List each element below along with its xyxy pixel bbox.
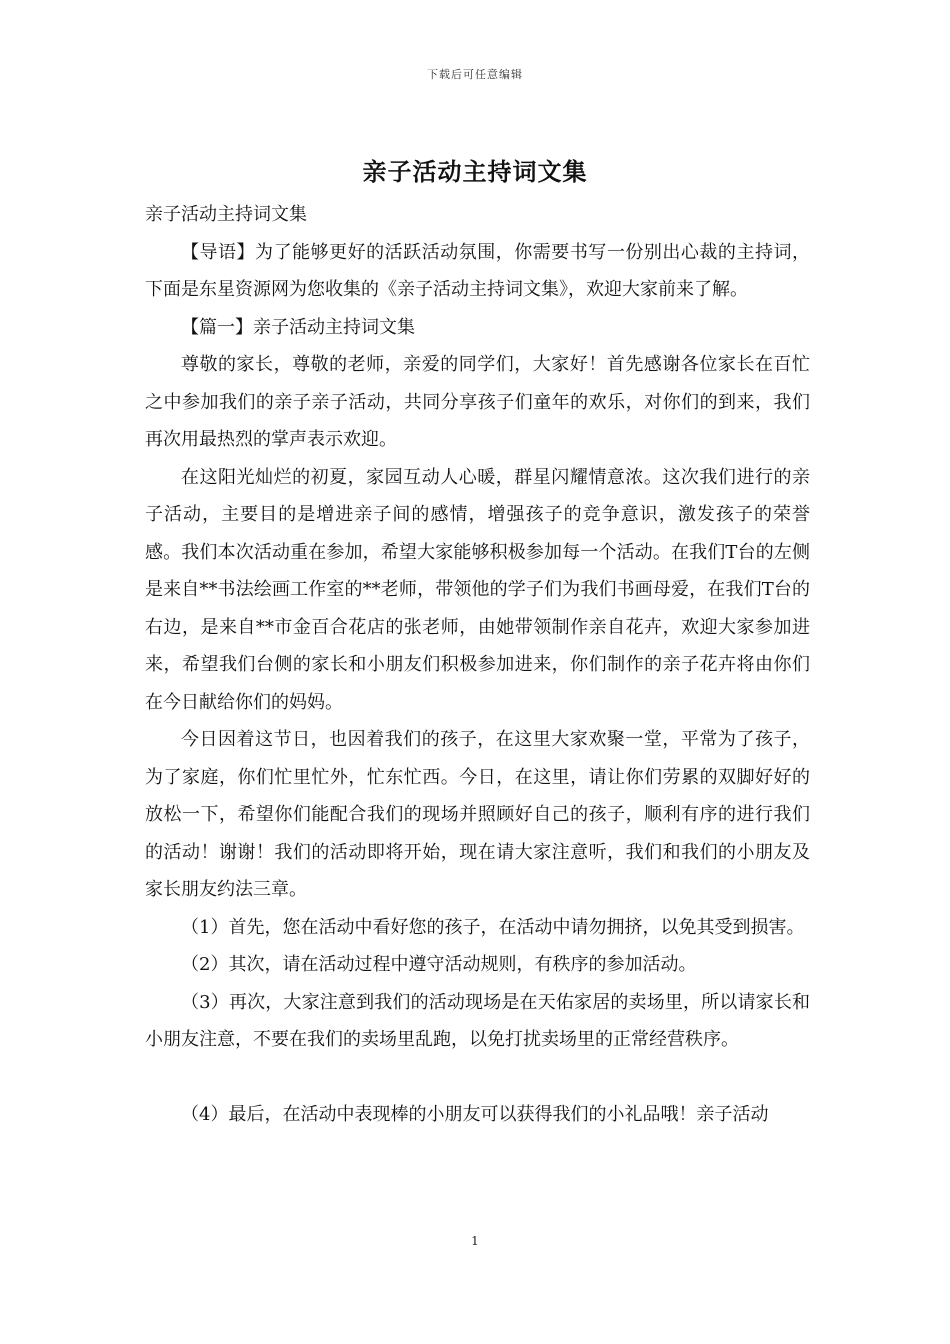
section-heading: 【篇一】亲子活动主持词文集 — [181, 316, 415, 338]
paragraph-intro: 【导语】为了能够更好的活跃活动氛围，你需要书写一份别出心裁的主持词，下面是东星资源网为您收集的《亲子活动主持词文集》，欢迎大家前来了解。 — [145, 241, 810, 300]
list-item-rule-1: （1）首先，您在活动中看好您的孩子，在活动中请勿拥挤，以免其受到损害。 — [181, 916, 805, 938]
paragraph: 今日因着这节日，也因着我们的孩子，在这里大家欢聚一堂，平常为了孩子，为了家庭，你们忙里忙外，忙东忙西。今日，在这里，请让你们劳累的双脚好好的放松一下，希望你们能配合我们的现场并照顾好自己的孩子，顺利有序的进行我们的活动！谢谢！我们的活动即将开始，现在请大家注意听，我们和我们的小朋友及家长朋友约法三章。 — [145, 729, 810, 900]
subtitle-line: 亲子活动主持词文集 — [145, 204, 307, 225]
paragraph: 在这阳光灿烂的初夏，家园互动人心暖，群星闪耀情意浓。这次我们进行的亲子活动，主要目的是增进亲子间的感情，增强孩子的竞争意识，激发孩子的荣誉感。我们本次活动重在参加，希望大家能够积极参加每一个活动。在我们T台的左侧是来自**书法绘画工作室的**老师，带领他的学子们为我们书画母爱，在我们T台的右边，是来自**市金百合花店的张老师，由她带领制作亲自花卉，欢迎大家参加进来，希望我们台侧的家长和小朋友们积极参加进来，你们制作的亲子花卉将由你们在今日献给你们的妈妈。 — [145, 466, 810, 713]
page-number: 1 — [471, 1234, 479, 1248]
paragraph: 尊敬的家长，尊敬的老师，亲爱的同学们，大家好！首先感谢各位家长在百忙之中参加我们的亲子亲子活动，共同分享孩子们童年的欢乐，对你们的到来，我们再次用最热烈的掌声表示欢迎。 — [145, 354, 810, 450]
list-item-rule-3: （3）再次，大家注意到我们的活动现场是在天佑家居的卖场里，所以请家长和小朋友注意，不要在我们的卖场里乱跑，以免打扰卖场里的正常经营秩序。 — [145, 991, 810, 1050]
blank-line — [145, 1059, 810, 1097]
header-note: 下载后可任意编辑 — [427, 68, 523, 81]
list-item-rule-2: （2）其次，请在活动过程中遵守活动规则，有秩序的参加活动。 — [181, 954, 697, 975]
page-title: 亲子活动主持词文集 — [362, 157, 588, 186]
list-item-rule-4: （4）最后，在活动中表现棒的小朋友可以获得我们的小礼品哦！亲子活动 — [181, 1104, 769, 1125]
document-body — [145, 196, 810, 1134]
